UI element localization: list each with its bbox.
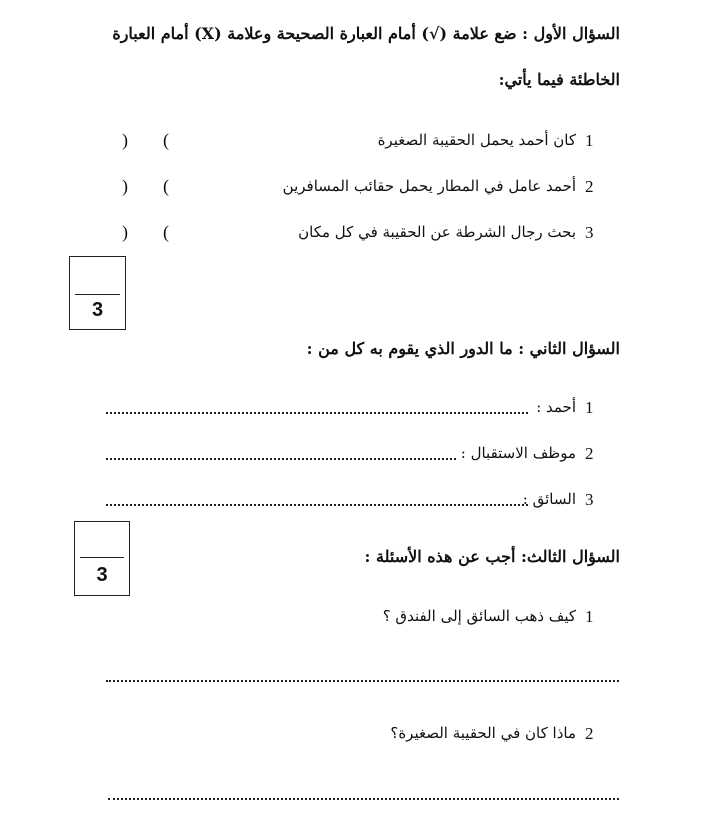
score-divider [80,557,124,558]
q2-item-text: موظف الاستقبال : [460,444,576,462]
q2-item-number: 1 [585,398,594,417]
score-divider [75,294,120,295]
q1-item-number: 1 [585,131,594,150]
q1-item-text: كان أحمد يحمل الحقيبة الصغيرة [377,131,576,149]
answer-line[interactable] [106,458,456,460]
q3-score-value: 3 [96,564,108,586]
q3-title: السؤال الثالث: أجب عن هذه الأسئلة : [364,547,620,566]
q1-item-text: أحمد عامل في المطار يحمل حقائب المسافرين [282,177,576,195]
answer-line[interactable] [106,412,528,414]
answer-line[interactable] [108,798,619,800]
q1-item-number: 3 [585,223,594,242]
answer-line[interactable] [106,504,528,506]
q1-answer-paren-right: ( [163,176,169,196]
q1-title-line2: الخاطئة فيما يأتي: [498,70,620,89]
q1-answer-paren-left: ) [122,130,128,150]
q1-answer-paren-right: ( [163,222,169,242]
q2-item-text: أحمد : [536,398,576,416]
q3-item-number: 2 [585,724,594,743]
q1-answer-paren-left: ) [122,222,128,242]
q1-answer-paren-right: ( [163,130,169,150]
q2-item-number: 2 [585,444,594,463]
q3-item-text: ماذا كان في الحقيبة الصغيرة؟ [390,724,576,742]
answer-line[interactable] [106,680,619,682]
q1-item-number: 2 [585,177,594,196]
q1-score-value: 3 [91,299,104,321]
q2-item-text: السائق : [522,490,576,508]
q3-item-number: 1 [585,607,594,626]
q1-title-line1: السؤال الأول : ضع علامة (√) أمام العبارة الصحيحة وعلامة (X) أمام العبارة [112,24,620,43]
q3-item-text: كيف ذهب السائق إلى الفندق ؟ [382,607,576,625]
q2-title: السؤال الثاني : ما الدور الذي يقوم به كل من : [306,339,620,358]
q1-item-text: بحث رجال الشرطة عن الحقيبة في كل مكان [298,223,576,241]
q3-score-box [74,521,130,596]
q1-score-box [69,256,126,330]
q1-answer-paren-left: ) [122,176,128,196]
q2-item-number: 3 [585,490,594,509]
